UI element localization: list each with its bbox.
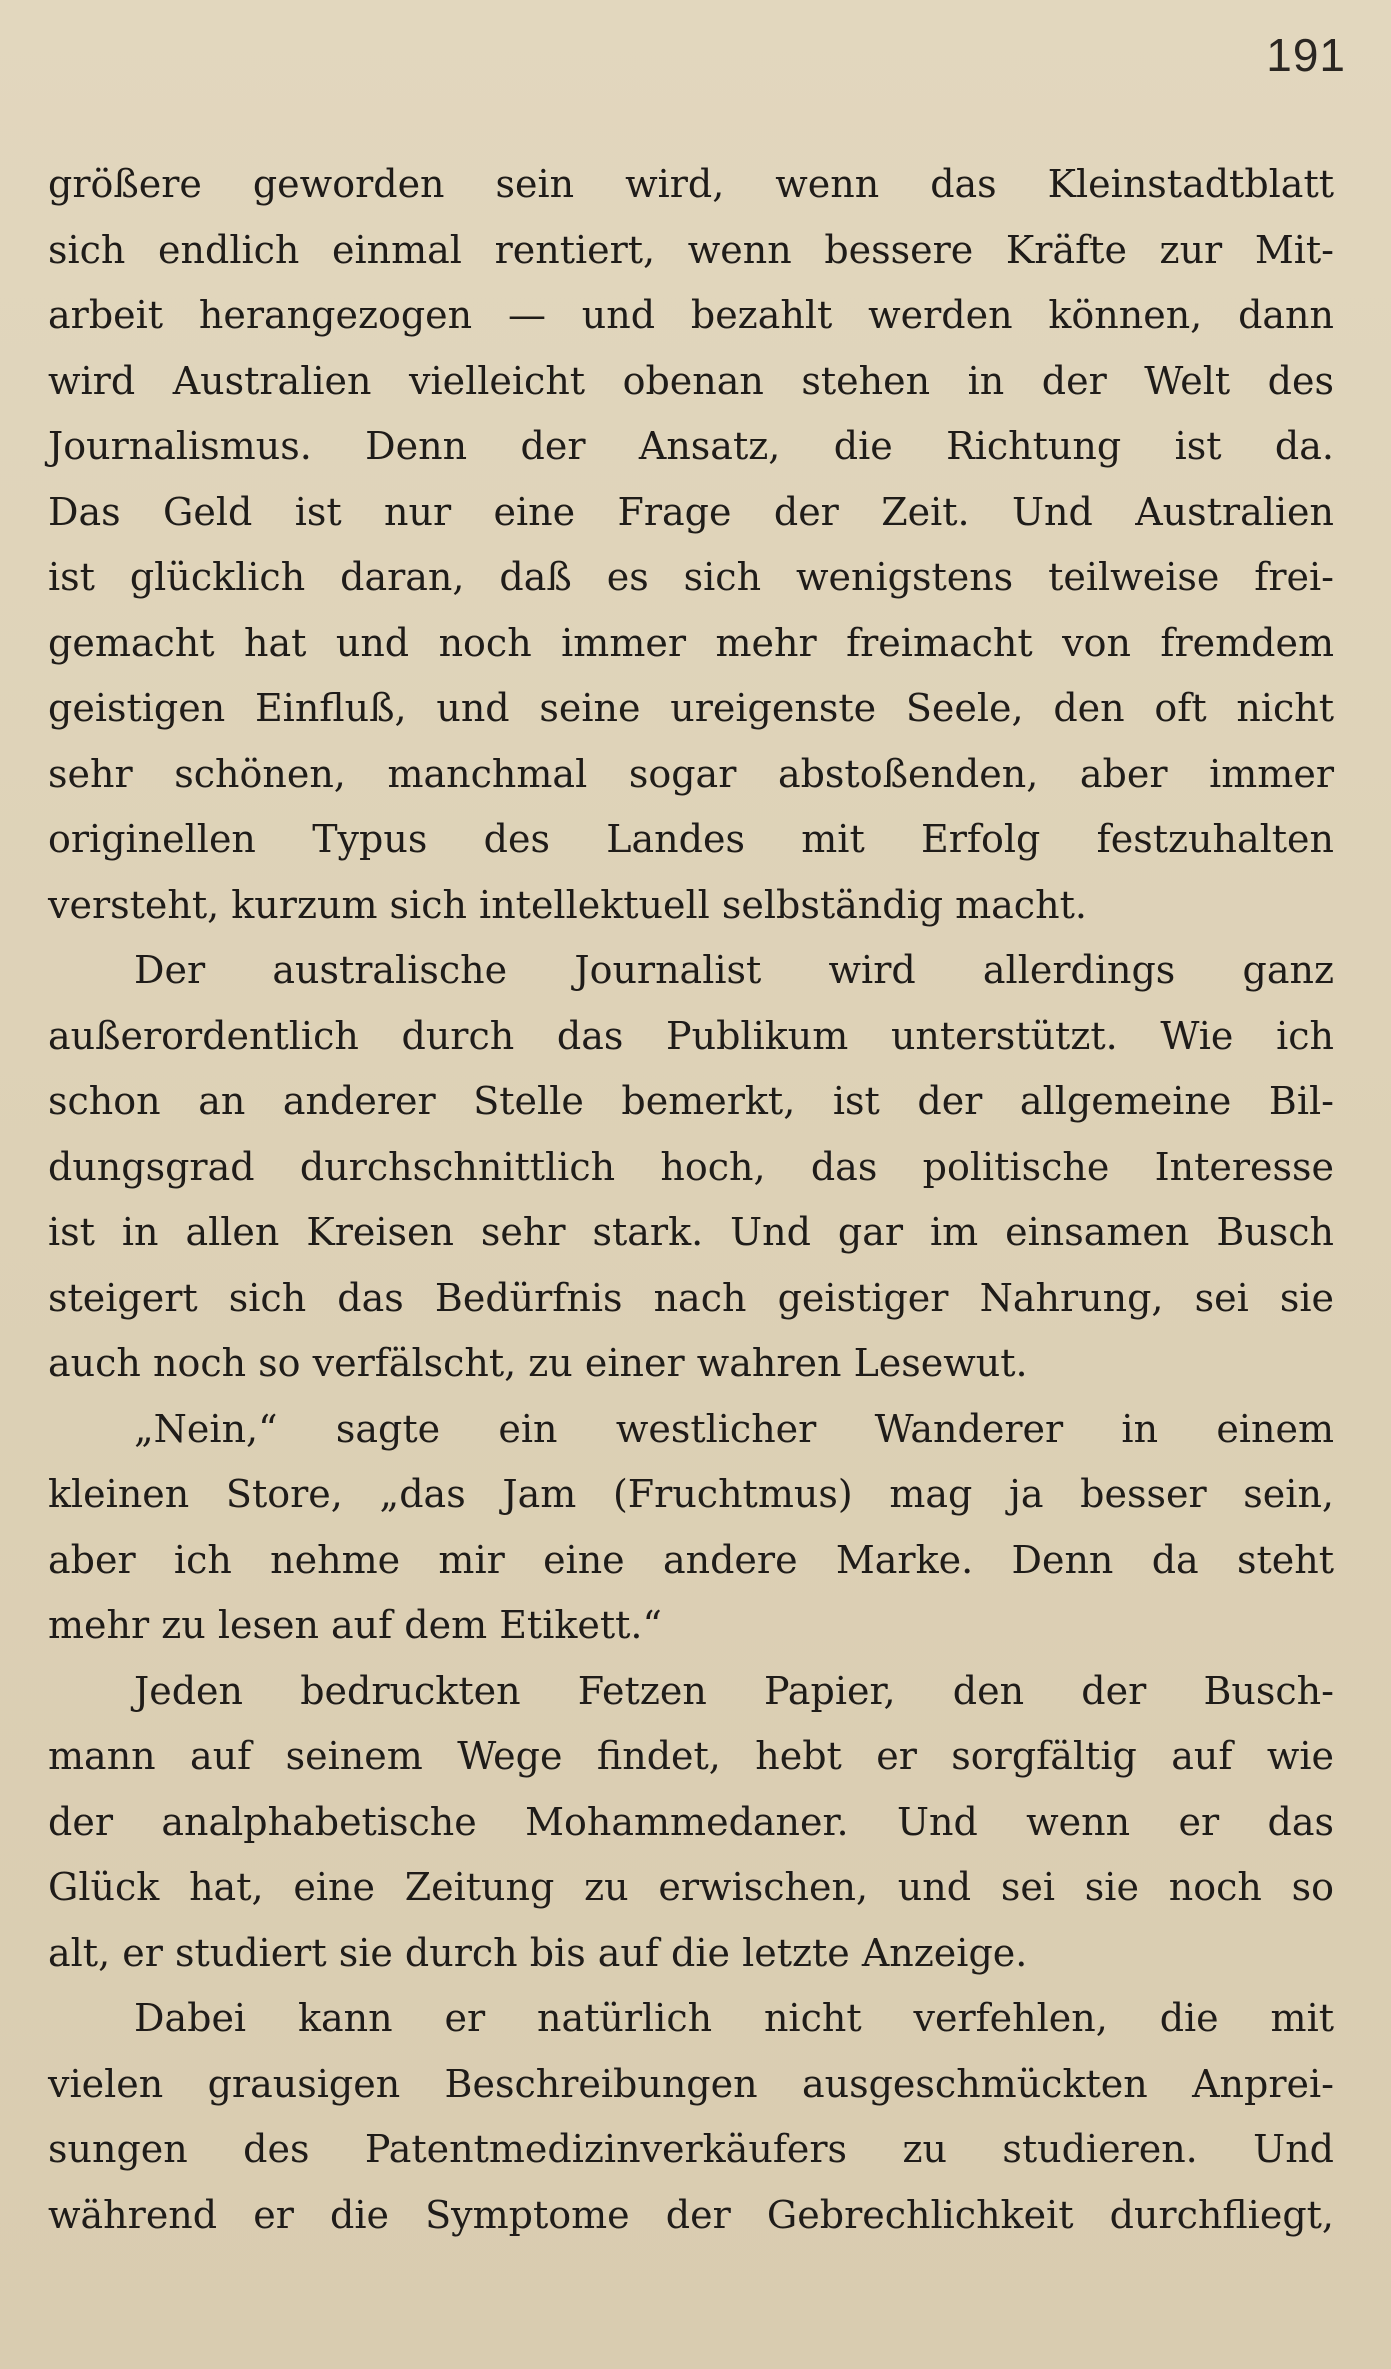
text-line: arbeit herangezogen — und bezahlt werden können, dann [48, 293, 1334, 337]
text-line: versteht, kurzum sich intellektuell selbständig macht. [48, 882, 1087, 927]
text-line: steigert sich das Bedürfnis nach geistiger Nahrung, sei sie [48, 1275, 1334, 1320]
text-line: aber ich nehme mir eine andere Marke. Denn da steht [48, 1537, 1334, 1582]
text-line: geistigen Einfluß, und seine ureigenste Seele, den oft nicht [48, 686, 1334, 730]
text-line: „Nein,“ sagte ein westlicher Wanderer in einem [134, 1406, 1334, 1451]
text-line: der analphabetische Mohammedaner. Und wenn er das [48, 1799, 1334, 1844]
text-line: Journalismus. Denn der Ansatz, die Richtung ist da. [48, 424, 1334, 468]
text-line: mann auf seinem Wege findet, hebt er sorgfältig auf wie [48, 1734, 1334, 1778]
text-line: sungen des Patentmedizinverkäufers zu studieren. Und [48, 2127, 1334, 2171]
text-line: kleinen Store, „das Jam (Fruchtmus) mag ja besser sein, [48, 1472, 1334, 1516]
text-line: wird Australien vielleicht obenan stehen in der Welt des [48, 358, 1334, 403]
text-line: ist glücklich daran, daß es sich wenigstens teilweise frei- [48, 555, 1334, 599]
text-line: Jeden bedruckten Fetzen Papier, den der Busch- [134, 1668, 1334, 1713]
text-line: Glück hat, eine Zeitung zu erwischen, und sei sie noch so [48, 1865, 1334, 1909]
text-line: mehr zu lesen auf dem Etikett.“ [48, 1603, 662, 1647]
text-line: Der australische Journalist wird allerdings ganz [134, 948, 1334, 992]
body-text [48, 152, 1334, 2248]
text-line: vielen grausigen Beschreibungen ausgeschmückten Anprei- [48, 2061, 1334, 2106]
text-line: Das Geld ist nur eine Frage der Zeit. Und Australien [48, 489, 1334, 534]
text-line: außerordentlich durch das Publikum unterstützt. Wie ich [48, 1013, 1334, 1058]
text-line: alt, er studiert sie durch bis auf die letzte Anzeige. [48, 1930, 1028, 1975]
text-line: auch noch so verfälscht, zu einer wahren Lesewut. [48, 1341, 1028, 1385]
text-line: gemacht hat und noch immer mehr freimacht von fremdem [48, 620, 1334, 665]
text-line: Dabei kann er natürlich nicht verfehlen, die mit [134, 1996, 1334, 2040]
text-line: sehr schönen, manchmal sogar abstoßenden, aber immer [48, 751, 1334, 796]
text-line: ist in allen Kreisen sehr stark. Und gar im einsamen Busch [48, 1210, 1334, 1254]
text-line: größere geworden sein wird, wenn das Kleinstadtblatt [48, 162, 1334, 206]
page-number: 191 [1266, 29, 1346, 81]
text-line: schon an anderer Stelle bemerkt, ist der allgemeine Bil- [48, 1079, 1334, 1123]
text-line: während er die Symptome der Gebrechlichkeit durchfliegt, [48, 2192, 1334, 2237]
text-line: sich endlich einmal rentiert, wenn bessere Kräfte zur Mit- [48, 227, 1334, 272]
text-line: dungsgrad durchschnittlich hoch, das politische Interesse [48, 1144, 1334, 1189]
text-line: originellen Typus des Landes mit Erfolg festzuhalten [48, 817, 1334, 861]
